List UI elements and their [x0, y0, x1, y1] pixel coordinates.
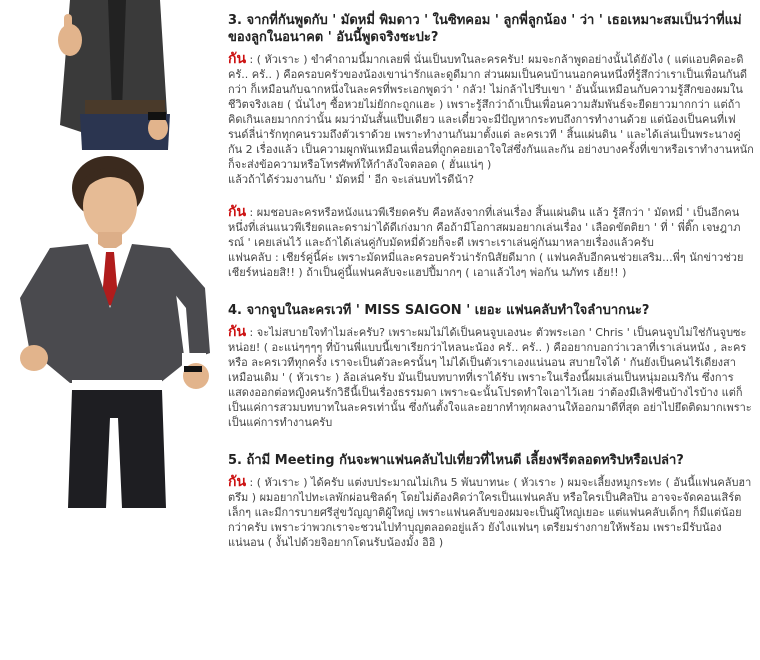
answer-3-text: : ( หัวเราะ ) ขำคำถามนี้มากเลยพี่ นั่นเป็นบทในละครครับ! ผมจะกล้าพูดอย่างนั้นได้ยังไง ( แต่แอบคิดอะดิ ครั.. ครั.. ) คือครอบครัวของน้องเขาน่ารักและดูดีมาก ส่วนผมเป็นคนบ้านนอกคนหนึ่งที่รู้สึกว่าเราเป็นเพื่อนกันดีกว่า ก็เหมือนกับฉากหนึ่งในละครที่พระเอกพูดว่า ' กลัว! ไม่กล้าไปรีบเขา ' อันนั้นเหมือนกับความรู้สึกของผมในชีวิตจริงเลย ( นั่นไงๆ ซื้อหวยไม่ยักกะถูกแฮะ ) เพราะรู้สึกว่าถ้าเป็นเพื่อนความสัมพันธ์จะยืดยาวมากกว่า แต่ถ้าคิดเกินเลยมากกว่านั้น ผมว่ามันสั้นแป๊บเดียว และเดี๋ยวจะมีปัญหากระทบถึงการทำงานด้วย แต่น้องเป็นคนที่เฟรนด์ลี่น่ารักทุกคนรวมถึงตัวเราด้วย เพราะทำงานกันมาตั้งแต่ ละครเวที ' สิ้นแผ่นดิน ' และได้เล่นเป็นพระนางคู่กัน 2 เรื่องแล้ว เป็นความผูกพันเหมือนเพื่อนที่ถูกคอยเอาใจใส่ซึ่งกันและกัน อย่างบางครั้งที่เขาหรือเราทำงานหนักก็จะส่งข้อความหรือโทรศัพท์ให้กำลังใจตลอด ( ฮั่นแน่ๆ ): [228, 53, 754, 171]
photo-column: [0, 0, 220, 660]
qa-section-5: [228, 452, 754, 550]
speaker-label: กัน: [228, 324, 247, 340]
question-3-heading: 3. จากที่กันพูดกับ ' มัดหมี่ พิมดาว ' ในซิทคอม ' ลูกพี่ลูกน้อง ' ว่า ' เธอเหมาะสมเป็นว่าที่แม่ของลูกในอนาคต ' อันนี้พูดจริงชะปะ?: [228, 13, 742, 45]
followup-question-3: แล้วถ้าได้ร่วมงานกับ ' มัดหมี่ ' อีก จะเล่นบทไรดีน้า?: [228, 173, 474, 186]
spacer: [228, 280, 754, 302]
actor-photo-main: [10, 148, 220, 508]
answer-3b-text: : ผมชอบละครหรือหนังแนวพีเรียดครับ คือหลังจากที่เล่นเรื่อง สิ้นแผ่นดิน แล้ว รู้สึกว่า ' มัดหมี่ ' เป็นอีกคนหนึ่งที่เล่นแนวพีเรียดและดราม่าได้ดีเก่งมาก คือถ้ามีโอกาสผมอยากเล่นเรื่อง ' เลือดขัตติยา ' ที่ ' พี่ติ๊ก เจษฎาภรณ์ ' เคยเล่นไว้ และถ้าได้เล่นคู่กับมัดหมี่ด้วยก็จะดี เพราะเราเล่นคู่กันมาหลายเรื่องแล้วครับ: [228, 206, 741, 249]
interview-content: [228, 12, 754, 550]
spacer: [228, 430, 754, 452]
actor-photo-top: [30, 0, 180, 150]
speaker-label: กัน: [228, 474, 247, 490]
answer-3b-paragraph: [228, 205, 754, 250]
qa-section-4: [228, 302, 754, 430]
question-5-heading: 5. ถ้ามี Meeting กันจะพาแฟนคลับไปเที่ยวที่ไหนดี เลี้ยงฟรีตลอดทริปหรือเปล่า?: [228, 453, 684, 468]
answer-5-paragraph: [228, 475, 754, 550]
spacer: [228, 187, 754, 205]
question-4-heading: 4. จากจูบในละครเวที ' MISS SAIGON ' เยอะ แฟนคลับทำใจลำบากนะ?: [228, 303, 650, 318]
speaker-label: กัน: [228, 204, 247, 220]
qa-section-3: [228, 12, 754, 280]
answer-4-paragraph: [228, 325, 754, 430]
answer-3-paragraph: [228, 52, 754, 172]
speaker-label: กัน: [228, 51, 247, 67]
answer-5-text: : ( หัวเราะ ) ได้ครับ แต่งบประมาณไม่เกิน 5 พันบาทนะ ( หัวเราะ ) ผมจะเลี้ยงหมูกระทะ ( อันนี้แฟนคลับฮาตรึม ) ผมอยากไปทะเลพักผ่อนชิลด์ๆ โดยไม่ต้องคิดว่าใครเป็นแฟนคลับ หรือใครเป็นศิลปิน อาจจะจัดคอนเสิร์ตเล็กๆ และมีการบายศรีสู่ขวัญญาติผู้ใหญ่ เพราะแฟนคลับของผมจะเป็นผู้ใหญ่เยอะ แต่แฟนคลับเด็กๆ ก็มีแต่น้อยกว่าครับ เพราะว่าพวกเราจะชวนไปทำบุญตลอดอยู่แล้ว ยังไงแฟนๆ เตรียมร่างกายให้พร้อม เพราะมีรับน้องแน่นอน ( งั้นไปด้วยจิอยากโดนรับน้องมั้ง อิอิ ): [228, 476, 752, 549]
answer-4-text: : จะไม่สบายใจทำไมล่ะครับ? เพราะผมไม่ได้เป็นคนจูบเองนะ ตัวพระเอก ' Chris ' เป็นคนจูบไม่ใช่กันจูบซะหน่อย! ( อะแน่ๆๆๆๆ ที่บ้านพี่แบบนี้เขาเรียกว่าไหลนะน้อง ครั.. ครั.. ) คืออยากบอกว่าเวลาที่เราเล่นหนัง , ละคร หรือ ละครเวทีทุกครั้ง เราจะเป็นตัวละครนั้นๆ ไม่ได้เป็นตัวเราเองแน่นอน สบายใจได้ ' กันยังเป็นคนไร้เดียงสาเหมือนเดิม ' ( หัวเราะ ) ล้อเล่นครับ มันเป็นบทบาทที่เราได้รับ เพราะในเรื่องนี้ผมเล่นเป็นหนุ่มอเมริกัน ซึ่งการแสดงออกต่อหญิงคนรักวิธีนี้เป็นเรื่องธรรมดา เพราะฉะนั้นโปรดทำใจเอาไว้เลย ว่าต้องมีเลิฟซีนบ้างไรบ้าง แต่ก็เป็นแค่การสวมบทบาทในละครเท่านั้น ซึ่งกันตั้งใจและอยากทำทุกผลงานให้ออกมาดีที่สุด อย่าไปยึดติดมากเพราะเป็นแค่การทำงานครับ: [228, 326, 752, 429]
fanclub-comment: แฟนคลับ : เชียร์คู่นี้ค่ะ เพราะมัดหมี่และครอบครัวน่ารักนิสัยดีมาก ( แฟนคลับอีกคนช่วยเสริม...พี่ๆ นักข่าวช่วยเชียร์หน่อยสิ!! ) ถ้าเป็นคู่นี้แฟนคลับจะแฮปปี้มากๆ ( เอาแล้วไงๆ พ่อกัน นภัทร เฮ้ย!! ): [228, 251, 744, 279]
